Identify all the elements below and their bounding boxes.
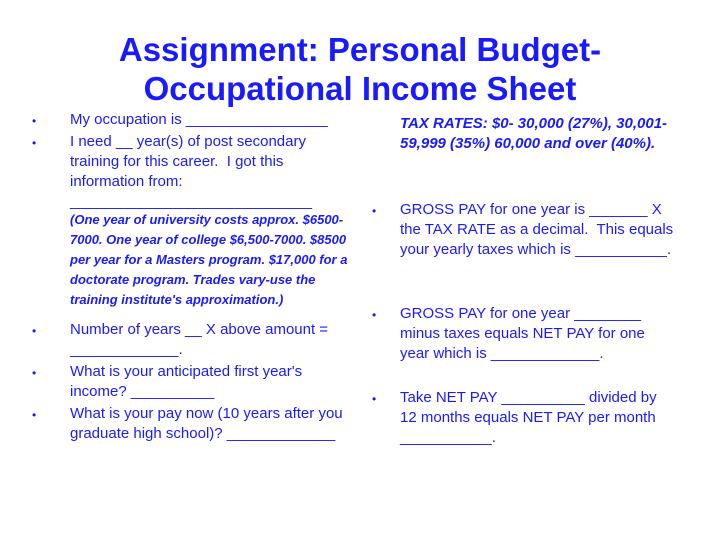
- bullet: •: [32, 408, 37, 422]
- first-year-income-item: What is your anticipated first year's income? __________: [70, 363, 307, 400]
- page-title: [0, 30, 720, 108]
- net-pay-year-item: GROSS PAY for one year ________ minus taxes equals NET PAY for one year which is _____________.: [400, 305, 650, 362]
- bullet: •: [372, 308, 377, 322]
- number-of-years-item: Number of years __ X above amount = _____________.: [70, 321, 333, 358]
- bullet: •: [372, 392, 377, 406]
- post-secondary-item: I need __ year(s) of post secondary training for this career. I got this information from: _____________________________: [70, 133, 312, 210]
- occupation-item: My occupation is _________________: [70, 111, 328, 128]
- bullet: •: [372, 204, 377, 218]
- title-line-2: Occupational Income Sheet: [143, 70, 577, 107]
- title-line-1: Assignment: Personal Budget-: [118, 31, 602, 68]
- bullet: •: [32, 366, 37, 380]
- net-pay-month-item: Take NET PAY __________ divided by 12 months equals NET PAY per month ___________.: [400, 389, 661, 446]
- bullet: •: [32, 114, 37, 128]
- pay-now-item: What is your pay now (10 years after you graduate high school)? _____________: [70, 405, 347, 442]
- gross-pay-tax-item: GROSS PAY for one year is _______ X the TAX RATE as a decimal. This equals your yearly taxes which is ___________.: [400, 201, 678, 258]
- tax-rates-note: TAX RATES: $0- 30,000 (27%), 30,001-59,999 (35%) 60,000 and over (40%).: [400, 115, 668, 152]
- bullet: •: [32, 136, 37, 150]
- university-cost-note: (One year of university costs approx. $6500-7000. One year of college $6,500-7000. $8500 per year for a Masters program. $17,000 for a doctorate program. Trades vary-use the training institute's approximation.): [70, 212, 348, 307]
- bullet: •: [32, 324, 37, 338]
